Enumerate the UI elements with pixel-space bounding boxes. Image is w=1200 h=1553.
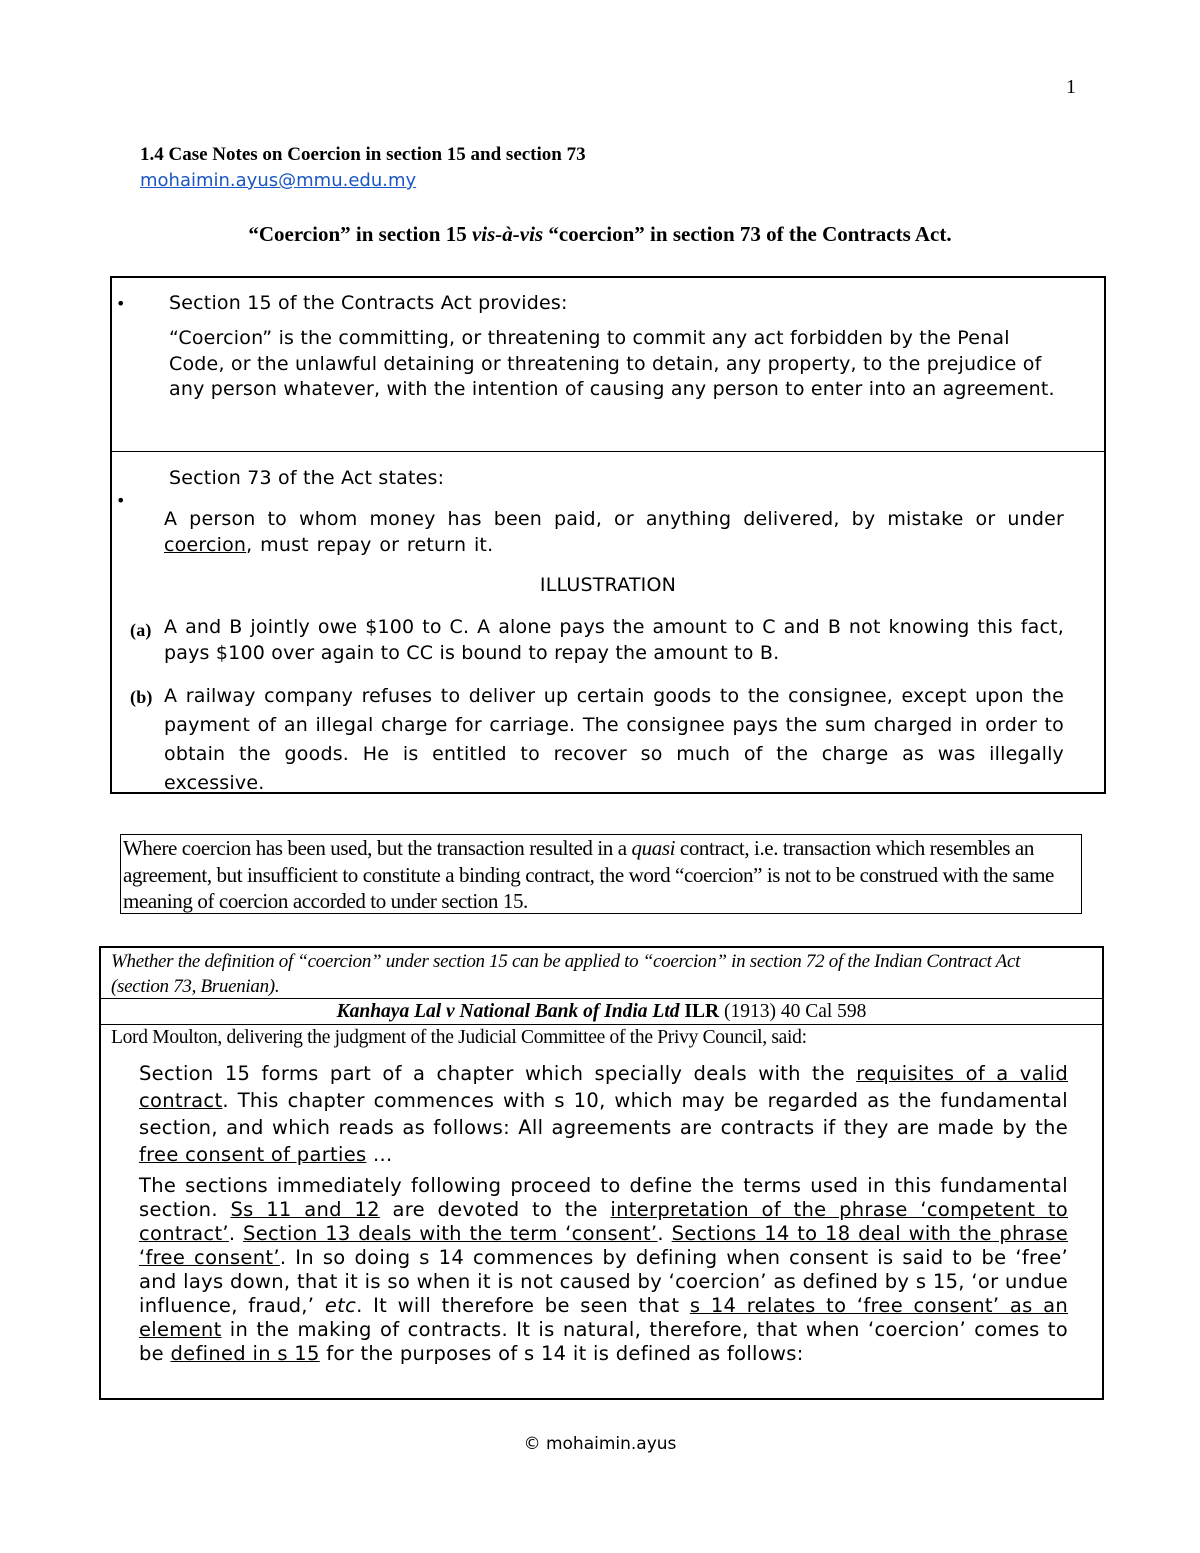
page-number: 1 <box>1066 76 1076 98</box>
author-email-link[interactable]: mohaimin.ayus@mmu.edu.my <box>140 170 417 191</box>
note-text-post: contract, i.e. transaction which resembles an agreement, but insufficient to constitute a binding contract, the word “coercion” is not to be construed with the same meaning of coercion accorded to under section 15. <box>123 836 1054 913</box>
p1-text: ... <box>366 1143 393 1166</box>
section-73-intro: Section 73 of the Act states: <box>169 467 445 489</box>
section-heading <box>0 222 1200 247</box>
note-text-pre: Where coercion has been used, but the transaction resulted in a <box>123 836 632 860</box>
p2-text: are devoted to the <box>379 1198 611 1221</box>
p2-interpretation: interpretation of the phrase ‘competent to contract’ <box>139 1198 1069 1245</box>
illustration-a-text: A and B jointly owe $100 to C. A alone pays the amount to C and B not knowing this fact, pays $100 over again to CC is bound to repay the amount to B. <box>164 616 1064 664</box>
page-footer: © mohaimin.ayus <box>523 1434 677 1454</box>
note-quasi: quasi <box>631 836 676 860</box>
s73-coercion: coercion <box>164 533 247 556</box>
p2-s14-relates: s 14 relates to ‘free consent’ as an element <box>139 1294 1068 1341</box>
p2-sections-14-18: Sections 14 to 18 deal with the phrase ‘free consent’ <box>139 1222 1069 1269</box>
judgment-intro: Lord Moulton, delivering the judgment of the Judicial Committee of the Privy Council, said: <box>111 1027 807 1048</box>
statutory-provisions-box <box>110 276 1106 794</box>
case-citation <box>101 1000 1102 1024</box>
p2-etc: etc <box>324 1294 357 1317</box>
section-15-intro: Section 15 of the Contracts Act provides: <box>169 292 568 314</box>
section-15-definition: “Coercion” is the committing, or threatening to commit any act forbidden by the Penal Code, or the unlawful detaining or threatening to detain, any property, to the prejudice of any person whatever, with the intention of causing any person to enter into an agreement. <box>169 327 1055 400</box>
illustration-b-label: (b) <box>130 687 153 707</box>
illustration-a-label: (a) <box>130 620 152 640</box>
section-73-text <box>164 507 1064 558</box>
judgment-paragraph-1 <box>139 1060 1068 1168</box>
p2-defined-s15: defined in s 15 <box>170 1342 320 1365</box>
case-name: Kanhaya Lal v National Bank of India Ltd <box>336 1001 680 1022</box>
row-divider <box>101 998 1102 999</box>
box-divider <box>112 451 1104 452</box>
p2-section-13: Section 13 deals with the term ‘consent’ <box>243 1222 658 1245</box>
p2-ss-11-12: Ss 11 and 12 <box>230 1198 380 1221</box>
s73-text-post: , must repay or return it. <box>246 533 494 556</box>
p2-text: . It will therefore be seen that <box>356 1294 690 1317</box>
p2-text: for the purposes of s 14 it is defined as follows: <box>319 1342 804 1365</box>
p2-text: . <box>657 1222 672 1245</box>
p2-text: . <box>228 1222 244 1245</box>
p1-text: Section 15 forms part of a chapter which specially deals with the <box>139 1062 857 1085</box>
heading-part-1: “Coercion” in section 15 <box>248 222 472 246</box>
p1-free-consent: free consent of parties <box>139 1143 367 1166</box>
p1-text: . This chapter commences with s 10, which may be regarded as the fundamental section, and which reads as follows: All agreements are contracts if they are made by the <box>139 1089 1068 1139</box>
p2-text: . In so doing s 14 commences by defining when consent is said to be ‘free’ and lays down, that it is so when it is not caused by ‘coercion’ as defined by s 15, ‘or undue influence, fraud,’ <box>139 1246 1068 1317</box>
bullet-s73: • <box>116 491 126 510</box>
document-title: 1.4 Case Notes on Coercion in section 15 and section 73 <box>140 144 586 165</box>
illustration-b-text: A railway company refuses to deliver up certain goods to the consignee, except upon the payment of an illegal charge for carriage. The consignee pays the sum charged in order to obtain the goods. He is entitled to recover so much of the charge as was illegally excessive. <box>164 685 1064 794</box>
p1-requisites: requisites of a valid contract <box>139 1062 1068 1112</box>
heading-part-2: “coercion” in section 73 of the Contracts Act. <box>543 222 952 246</box>
judgment-paragraph-2 <box>139 1174 1068 1366</box>
bullet-s15: • <box>116 294 126 313</box>
quasi-contract-note-box <box>120 834 1082 914</box>
case-question: Whether the definition of “coercion” under section 15 can be applied to “coercion” in section 72 of the Indian Contract Act (section 73, Bruenian). <box>111 951 1021 997</box>
row-divider <box>101 1024 1102 1025</box>
s73-text-pre: A person to whom money has been paid, or anything delivered, by mistake or under <box>164 508 1064 530</box>
case-ilr: ILR <box>684 1001 720 1022</box>
p2-text: The sections immediately following proceed to define the terms used in this fundamental section. <box>139 1174 1068 1221</box>
case-citation-detail: (1913) 40 Cal 598 <box>719 1001 867 1022</box>
illustration-heading: ILLUSTRATION <box>539 574 677 596</box>
p2-text: in the making of contracts. It is natural, therefore, that when ‘coercion’ comes to be <box>139 1318 1068 1365</box>
case-extract-table <box>99 946 1104 1400</box>
heading-italic: vis-à-vis <box>471 222 544 246</box>
